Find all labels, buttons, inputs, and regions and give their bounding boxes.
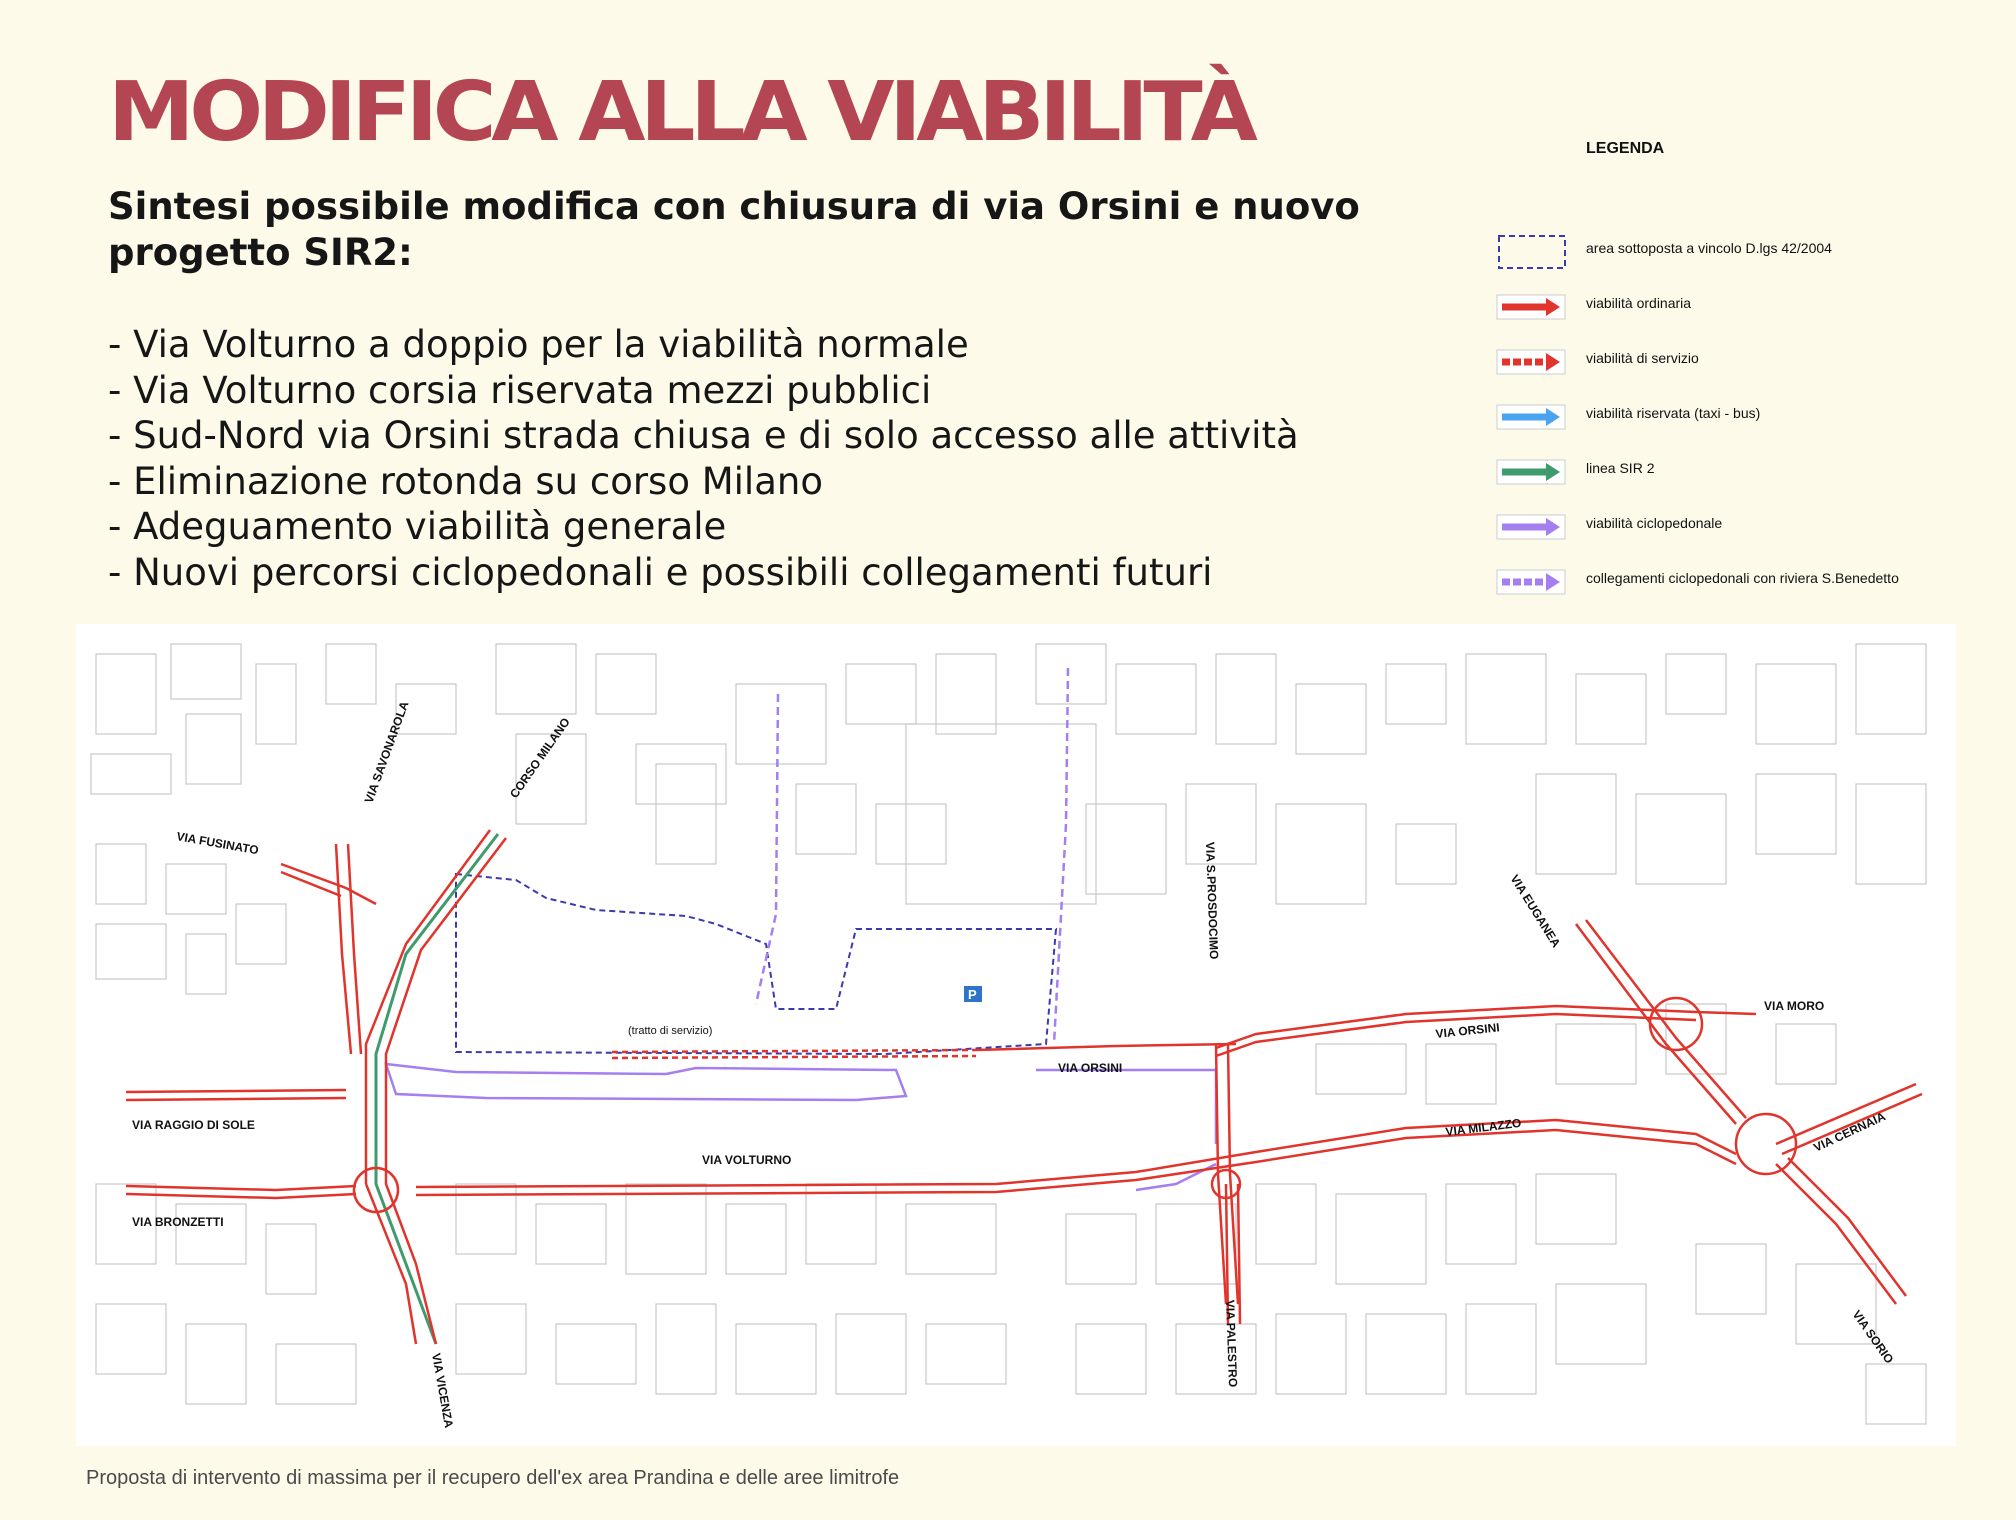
- street-label-orsini-2: VIA ORSINI: [1434, 1020, 1501, 1041]
- street-label-vicenza: VIA VICENZA: [429, 1352, 456, 1429]
- street-label-cernaia: VIA CERNAIA: [1811, 1109, 1888, 1155]
- summary-list: [108, 322, 1299, 595]
- street-label-fusinato: VIA FUSINATO: [175, 829, 260, 858]
- legend-item-sir2-line: [1490, 452, 1970, 492]
- street-label-moro: VIA MORO: [1764, 999, 1825, 1013]
- roundabout-cernaia: [1736, 1114, 1796, 1174]
- legend-item-reserved-road: [1490, 397, 1970, 437]
- roundabouts: [354, 998, 1796, 1212]
- legend-item-bike-links: [1490, 562, 1970, 602]
- street-label-milazzo: VIA MILAZZO: [1444, 1115, 1523, 1139]
- street-label-bronzetti: VIA BRONZETTI: [132, 1215, 224, 1229]
- summary-item: - Sud-Nord via Orsini strada chiusa e di solo accesso alle attività: [108, 414, 1299, 457]
- summary-item: - Eliminazione rotonda su corso Milano: [108, 459, 823, 503]
- legend-label: collegamenti ciclopedonali con riviera S.Benedetto: [1586, 570, 1899, 586]
- blue-arrow-icon: [1494, 397, 1566, 437]
- legend-label: viabilità ciclopedonale: [1586, 515, 1723, 531]
- legend-item-ordinary-road: [1490, 287, 1970, 327]
- street-label-raggio-di-sole: VIA RAGGIO DI SOLE: [132, 1118, 255, 1132]
- legend-label: viabilità ordinaria: [1586, 295, 1692, 311]
- roundabout-euganea-moro: [1650, 998, 1702, 1050]
- street-label-savonarola: VIA SAVONAROLA: [361, 699, 412, 806]
- parking-label: P: [968, 987, 977, 1002]
- street-label-orsini-1: VIA ORSINI: [1058, 1061, 1123, 1075]
- street-label-corso-milano: CORSO MILANO: [506, 715, 573, 801]
- purple-dashed-arrow-icon: [1494, 562, 1566, 602]
- red-arrow-icon: [1494, 287, 1566, 327]
- map-drawing: [76, 624, 1956, 1446]
- ordinary-roads: [126, 830, 1922, 1344]
- legend-label: viabilità di servizio: [1586, 350, 1699, 366]
- street-label-sorio: VIA SORIO: [1849, 1307, 1897, 1367]
- dashed-box-icon: [1494, 232, 1566, 272]
- figure-caption: Proposta di intervento di massima per il recupero dell'ex area Prandina e delle aree limitrofe: [86, 1467, 900, 1489]
- purple-arrow-icon: [1494, 507, 1566, 547]
- red-dashed-arrow-icon: [1494, 342, 1566, 382]
- street-label-euganea: VIA EUGANEA: [1507, 872, 1564, 950]
- protected-area-boundary: [456, 874, 1056, 1054]
- summary-item: - Via Volturno a doppio per la viabilità normale: [108, 323, 969, 366]
- page-subtitle: Sintesi possibile modifica con chiusura di via Orsini e nuovo progetto SIR2:: [108, 185, 1360, 274]
- bike-paths: [386, 1064, 1216, 1190]
- service-road-note: (tratto di servizio): [628, 1025, 713, 1037]
- street-label-prosdocimo: VIA S.PROSDOCIMO: [1203, 841, 1222, 960]
- street-label-palestro: VIA PALESTRO: [1223, 1299, 1241, 1388]
- legend-title: LEGENDA: [1586, 140, 1665, 157]
- street-label-volturno: VIA VOLTURNO: [702, 1153, 792, 1167]
- summary-item: - Via Volturno corsia riservata mezzi pubblici: [108, 368, 932, 412]
- legend-label: area sottoposta a vincolo D.lgs 42/2004: [1586, 240, 1832, 256]
- summary-item: - Adeguamento viabilità generale: [108, 505, 727, 548]
- page-title: MODIFICA ALLA VIABILITÀ: [108, 65, 1253, 160]
- summary-item: - Nuovi percorsi ciclopedonali e possibili collegamenti futuri: [108, 550, 1213, 594]
- legend-item-service-road: [1490, 342, 1970, 382]
- legend-label: linea SIR 2: [1586, 460, 1655, 476]
- legend-label: viabilità riservata (taxi - bus): [1586, 405, 1761, 421]
- green-arrow-icon: [1494, 452, 1566, 492]
- legend-item-protected-area: [1490, 232, 1970, 272]
- street-map: [76, 624, 1956, 1446]
- legend-item-bike-path: [1490, 507, 1970, 547]
